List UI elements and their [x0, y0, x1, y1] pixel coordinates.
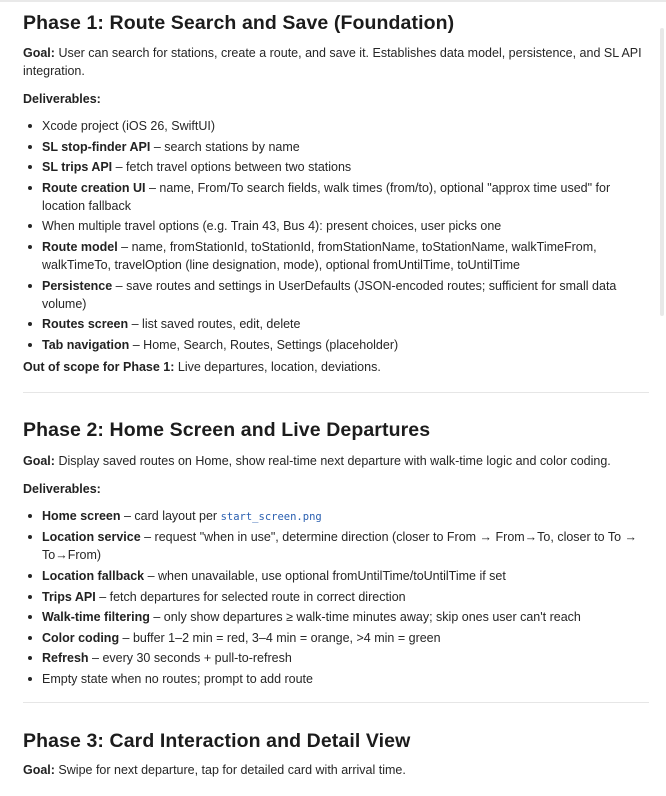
phase-1-heading: Phase 1: Route Search and Save (Foundation)	[23, 12, 455, 34]
list-item: Home screen – card layout per start_screen.png	[23, 507, 649, 526]
list-item: Route model – name, fromStationId, toStationId, fromStationName, toStationName, walkTimeFrom, walkTimeTo, travelOption (line designation, mode), optional fromUntilTime, toUntilTime	[23, 238, 649, 274]
list-item: When multiple travel options (e.g. Train 43, Bus 4): present choices, user picks one	[23, 217, 649, 235]
list-item: Location fallback – when unavailable, use optional fromUntilTime/toUntilTime if set	[23, 567, 649, 585]
phase-2-goal: Goal: Display saved routes on Home, show real-time next departure with walk-time logic and color coding.	[23, 453, 611, 468]
list-item: Refresh – every 30 seconds + pull-to-refresh	[23, 649, 649, 667]
list-item: Persistence – save routes and settings in UserDefaults (JSON-encoded routes; sufficient for small data volume)	[23, 277, 649, 313]
list-item: SL trips API – fetch travel options between two stations	[23, 158, 649, 176]
phase-3-heading: Phase 3: Card Interaction and Detail View	[23, 729, 411, 752]
phase-3-goal: Goal: Swipe for next departure, tap for detailed card with arrival time.	[23, 762, 406, 777]
phase-1-out-of-scope: Out of scope for Phase 1: Live departures, location, deviations.	[23, 359, 381, 374]
phase-2-deliverables-label: Deliverables:	[23, 481, 101, 496]
list-item: Route creation UI – name, From/To search fields, walk times (from/to), optional "approx time used" for location fallback	[23, 179, 649, 215]
phase-1-deliverables-list	[23, 117, 649, 354]
list-item: Routes screen – list saved routes, edit, delete	[23, 315, 649, 333]
file-reference: start_screen.png	[220, 510, 322, 523]
list-item: Walk-time filtering – only show departures ≥ walk-time minutes away; skip ones user can't reach	[23, 608, 649, 626]
phase-2-deliverables-list	[23, 507, 649, 688]
list-item: Empty state when no routes; prompt to add route	[23, 670, 649, 688]
section-divider	[23, 702, 649, 703]
goal-text: User can search for stations, create a route, and save it. Establishes data model, persistence, and SL API integration.	[23, 46, 642, 78]
goal-label: Goal:	[23, 46, 55, 60]
document-content	[23, 0, 649, 779]
list-item: Location service – request "when in use", determine direction (closer to From → From→To, closer to To → To→From)	[23, 528, 649, 564]
section-divider	[23, 392, 649, 393]
list-item: SL stop-finder API – search stations by name	[23, 138, 649, 156]
phase-2-section	[23, 418, 649, 688]
phase-1-deliverables-label: Deliverables:	[23, 92, 101, 106]
phase-3-section	[23, 729, 649, 779]
list-item: Tab navigation – Home, Search, Routes, Settings (placeholder)	[23, 336, 649, 354]
scrollbar[interactable]	[660, 28, 664, 316]
list-item: Xcode project (iOS 26, SwiftUI)	[23, 117, 649, 135]
list-item: Trips API – fetch departures for selected route in correct direction	[23, 588, 649, 606]
phase-1-section	[23, 11, 649, 376]
phase-1-goal	[23, 44, 649, 80]
phase-2-heading: Phase 2: Home Screen and Live Departures	[23, 418, 431, 441]
list-item: Color coding – buffer 1–2 min = red, 3–4 min = orange, >4 min = green	[23, 629, 649, 647]
